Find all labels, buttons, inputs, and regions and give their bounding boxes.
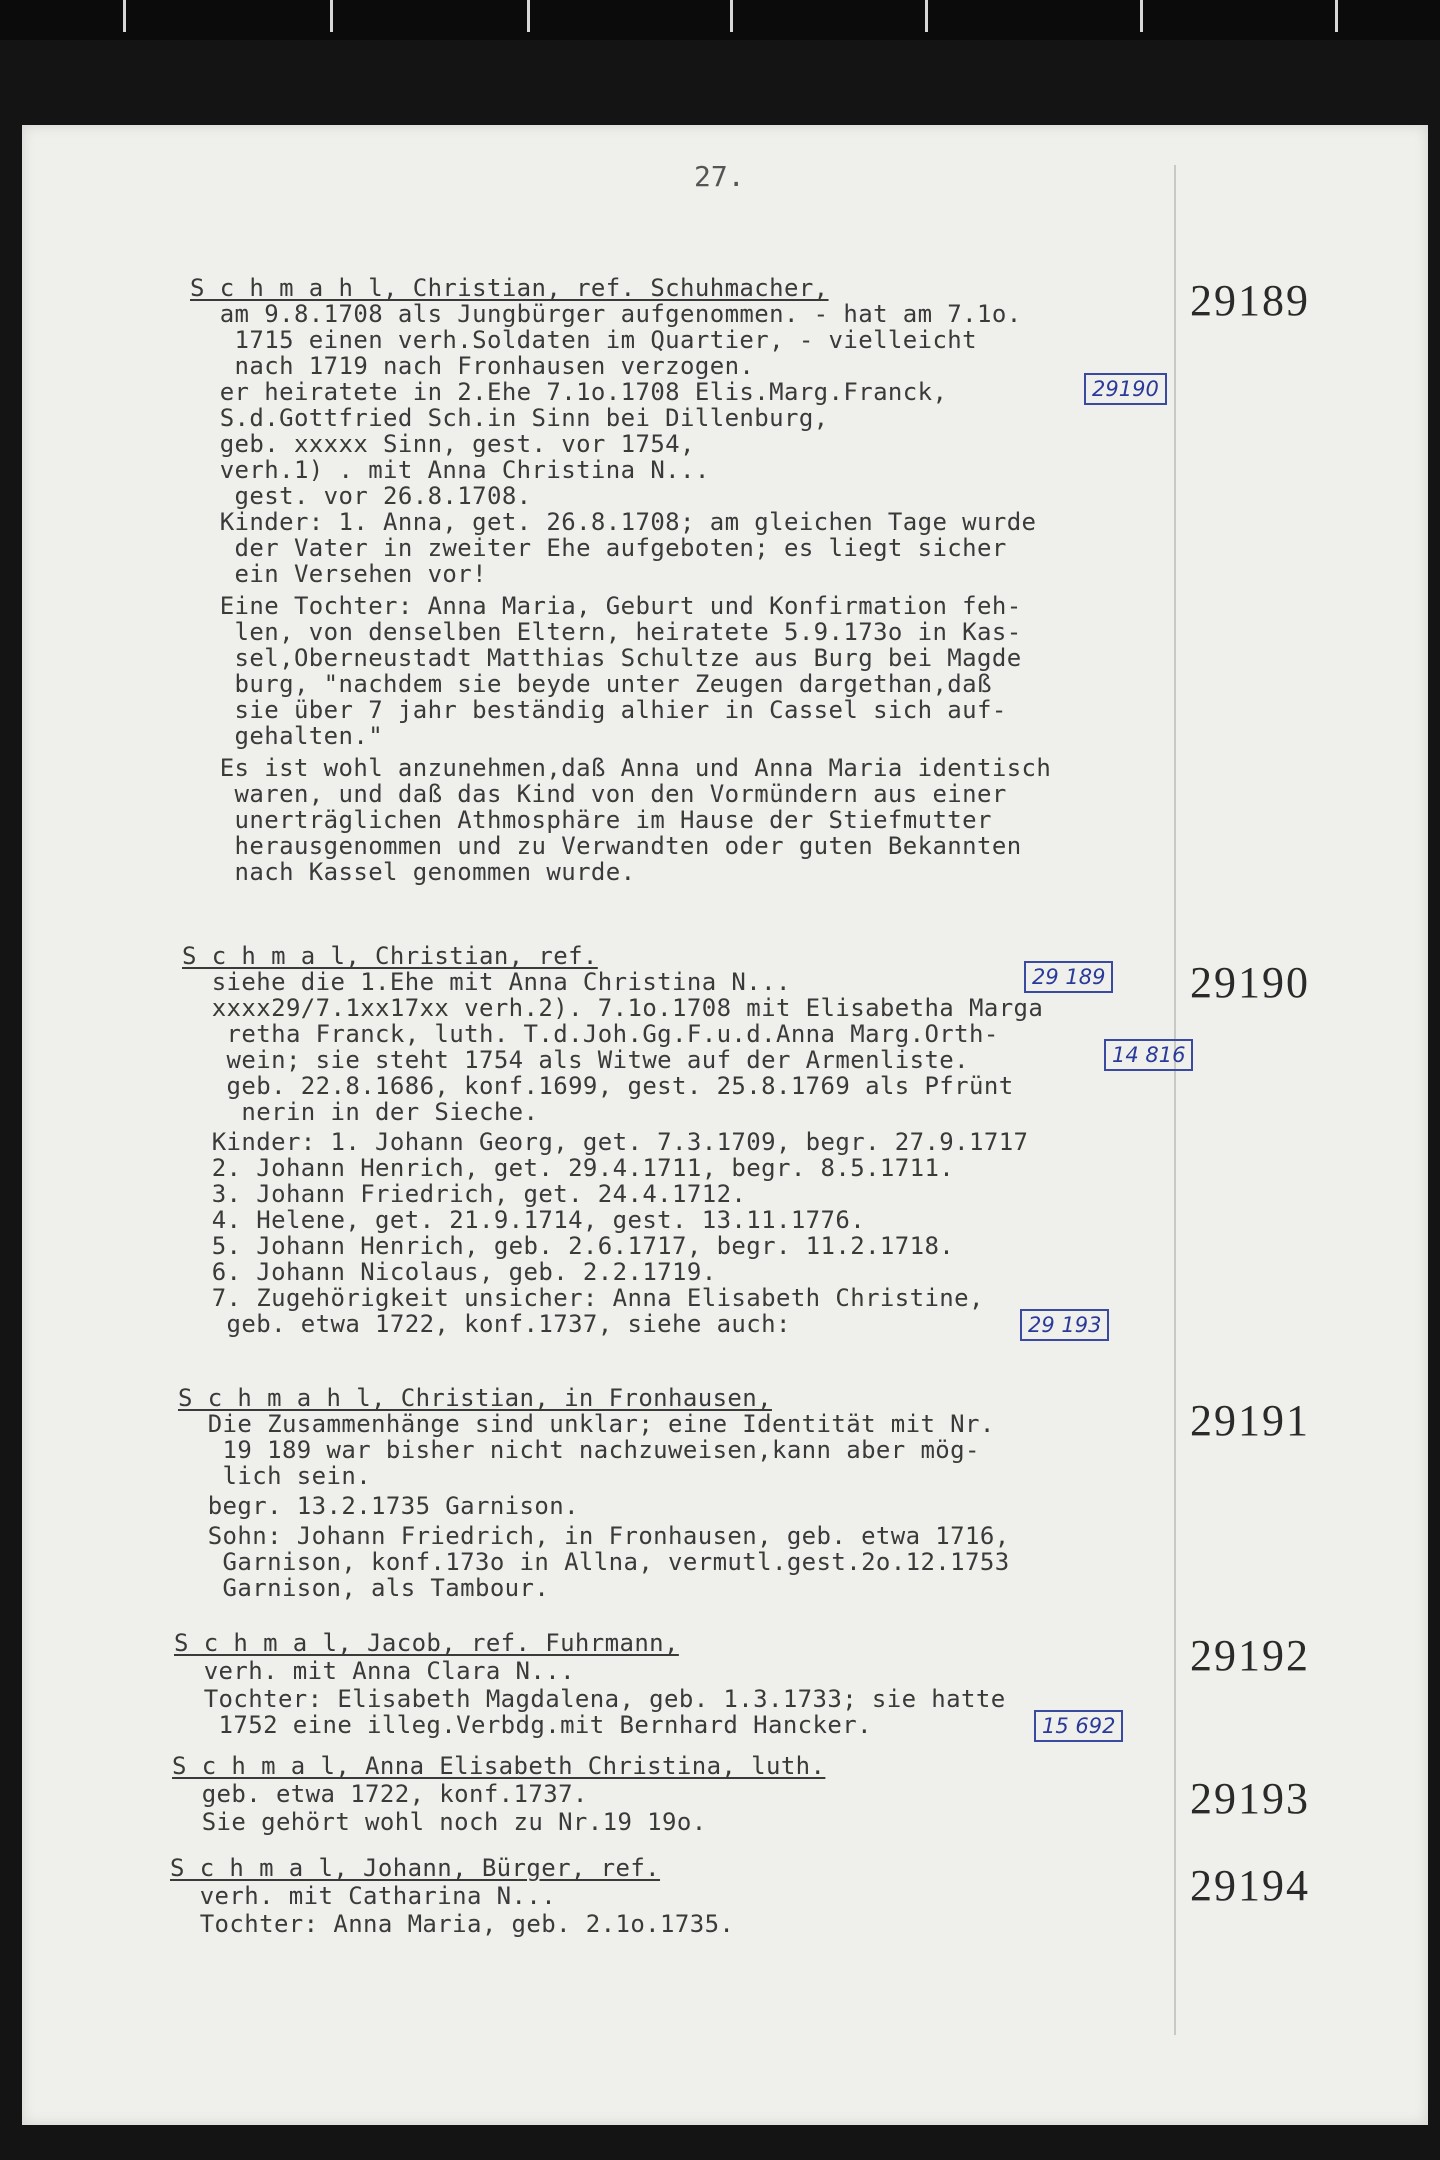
text-line: 7. Zugehörigkeit unsicher: Anna Elisabeth Christine, — [182, 1284, 984, 1312]
text-line: begr. 13.2.1735 Garnison. — [178, 1492, 579, 1520]
text-line: 5. Johann Henrich, geb. 2.6.1717, begr. 11.2.1718. — [182, 1232, 955, 1260]
film-tick — [1140, 0, 1143, 32]
text-line: sie über 7 jahr beständig alhier in Cassel sich auf- — [190, 696, 1007, 724]
text-line: geb. xxxxx Sinn, gest. vor 1754, — [190, 430, 695, 458]
entry-number: 29194 — [1190, 1861, 1310, 1910]
text-line: siehe die 1.Ehe mit Anna Christina N... — [182, 968, 791, 996]
entry-number: 29193 — [1190, 1774, 1310, 1823]
entry-heading: S c h m a l, Johann, Bürger, ref. — [170, 1854, 661, 1882]
margin-rule — [1174, 165, 1176, 2035]
text-line: Es ist wohl anzunehmen,daß Anna und Anna Maria identisch — [190, 754, 1052, 782]
text-line: 19 189 war bisher nicht nachzuweisen,kann aber mög- — [178, 1436, 980, 1464]
text-line: 1715 einen verh.Soldaten im Quartier, - vielleicht — [190, 326, 978, 354]
text-line: wein; sie steht 1754 als Witwe auf der Armenliste. — [182, 1046, 970, 1074]
film-tick — [730, 0, 733, 32]
text-line: sel,Oberneustadt Matthias Schultze aus Burg bei Magde — [190, 644, 1022, 672]
text-line: verh.1) . mit Anna Christina N... — [190, 456, 710, 484]
film-tick — [330, 0, 333, 32]
text-line: Kinder: 1. Anna, get. 26.8.1708; am gleichen Tage wurde — [190, 508, 1037, 536]
text-line: S.d.Gottfried Sch.in Sinn bei Dillenburg, — [190, 404, 829, 432]
entry-heading: S c h m a h l, Christian, in Fronhausen, — [178, 1384, 772, 1412]
entry-heading: S c h m a h l, Christian, ref. Schuhmacher, — [190, 274, 829, 302]
film-tick — [925, 0, 928, 32]
entry-number: 29190 — [1190, 958, 1310, 1007]
text-line: 2. Johann Henrich, get. 29.4.1711, begr. 8.5.1711. — [182, 1154, 955, 1182]
text-line: Eine Tochter: Anna Maria, Geburt und Konfirmation feh- — [190, 592, 1022, 620]
entry-number: 29192 — [1190, 1631, 1310, 1680]
text-line: Tochter: Elisabeth Magdalena, geb. 1.3.1733; sie hatte — [174, 1685, 1006, 1713]
entry-heading: S c h m a l, Anna Elisabeth Christina, luth. — [172, 1752, 826, 1780]
cross-reference-box: 29 193 — [1020, 1309, 1109, 1341]
text-line: er heiratete in 2.Ehe 7.1o.1708 Elis.Marg.Franck, — [190, 378, 948, 406]
text-line: 6. Johann Nicolaus, geb. 2.2.1719. — [182, 1258, 717, 1286]
text-line: 1752 eine illeg.Verbdg.mit Bernhard Hancker. — [174, 1711, 872, 1739]
cross-reference-box: 29 189 — [1024, 961, 1113, 993]
text-line: Tochter: Anna Maria, geb. 2.1o.1735. — [170, 1910, 735, 1938]
text-line: geb. etwa 1722, konf.1737, siehe auch: — [182, 1310, 791, 1338]
film-strip — [0, 0, 1440, 40]
film-tick — [1335, 0, 1338, 32]
text-line: nach Kassel genommen wurde. — [190, 858, 636, 886]
entry-number: 29189 — [1190, 276, 1310, 325]
film-tick — [527, 0, 530, 32]
text-line: herausgenommen und zu Verwandten oder guten Bekannten — [190, 832, 1022, 860]
text-line: len, von denselben Eltern, heiratete 5.9.173o in Kas- — [190, 618, 1022, 646]
cross-reference-box: 14 816 — [1104, 1039, 1193, 1071]
text-line: Sohn: Johann Friedrich, in Fronhausen, geb. etwa 1716, — [178, 1522, 1010, 1550]
film-tick — [123, 0, 126, 32]
text-line: 3. Johann Friedrich, get. 24.4.1712. — [182, 1180, 747, 1208]
cross-reference-box: 15 692 — [1034, 1710, 1123, 1742]
text-line: Die Zusammenhänge sind unklar; eine Identität mit Nr. — [178, 1410, 995, 1438]
text-line: ein Versehen vor! — [190, 560, 487, 588]
text-line: gest. vor 26.8.1708. — [190, 482, 532, 510]
text-line: nerin in der Sieche. — [182, 1098, 539, 1126]
text-line: nach 1719 nach Fronhausen verzogen. — [190, 352, 755, 380]
text-line: Sie gehört wohl noch zu Nr.19 19o. — [172, 1808, 707, 1836]
text-line: gehalten." — [190, 722, 384, 750]
text-line: Garnison, konf.173o in Allna, vermutl.gest.2o.12.1753 — [178, 1548, 1010, 1576]
cross-reference-box: 29190 — [1084, 373, 1167, 405]
text-line: Garnison, als Tambour. — [178, 1574, 550, 1602]
entry-heading: S c h m a l, Christian, ref. — [182, 942, 598, 970]
text-line: geb. etwa 1722, konf.1737. — [172, 1780, 588, 1808]
text-line: waren, und daß das Kind von den Vormündern aus einer — [190, 780, 1007, 808]
text-line: retha Franck, luth. T.d.Joh.Gg.F.u.d.Anna Marg.Orth- — [182, 1020, 999, 1048]
text-line: geb. 22.8.1686, konf.1699, gest. 25.8.1769 als Pfrünt — [182, 1072, 1014, 1100]
page-number: 27. — [694, 160, 745, 193]
text-line: verh. mit Catharina N... — [170, 1882, 557, 1910]
text-line: am 9.8.1708 als Jungbürger aufgenommen. - hat am 7.1o. — [190, 300, 1022, 328]
text-line: der Vater in zweiter Ehe aufgeboten; es liegt sicher — [190, 534, 1007, 562]
text-line: burg, "nachdem sie beyde unter Zeugen dargethan,daß — [190, 670, 992, 698]
text-line: verh. mit Anna Clara N... — [174, 1657, 575, 1685]
text-line: unerträglichen Athmosphäre im Hause der Stiefmutter — [190, 806, 992, 834]
text-line: lich sein. — [178, 1462, 372, 1490]
document-page — [22, 125, 1428, 2125]
text-line: 4. Helene, get. 21.9.1714, gest. 13.11.1776. — [182, 1206, 866, 1234]
text-line: Kinder: 1. Johann Georg, get. 7.3.1709, begr. 27.9.1717 — [182, 1128, 1029, 1156]
entry-number: 29191 — [1190, 1396, 1310, 1445]
entry-heading: S c h m a l, Jacob, ref. Fuhrmann, — [174, 1629, 679, 1657]
text-line: xxxx29/7.1xx17xx verh.2). 7.1o.1708 mit Elisabetha Marga — [182, 994, 1044, 1022]
